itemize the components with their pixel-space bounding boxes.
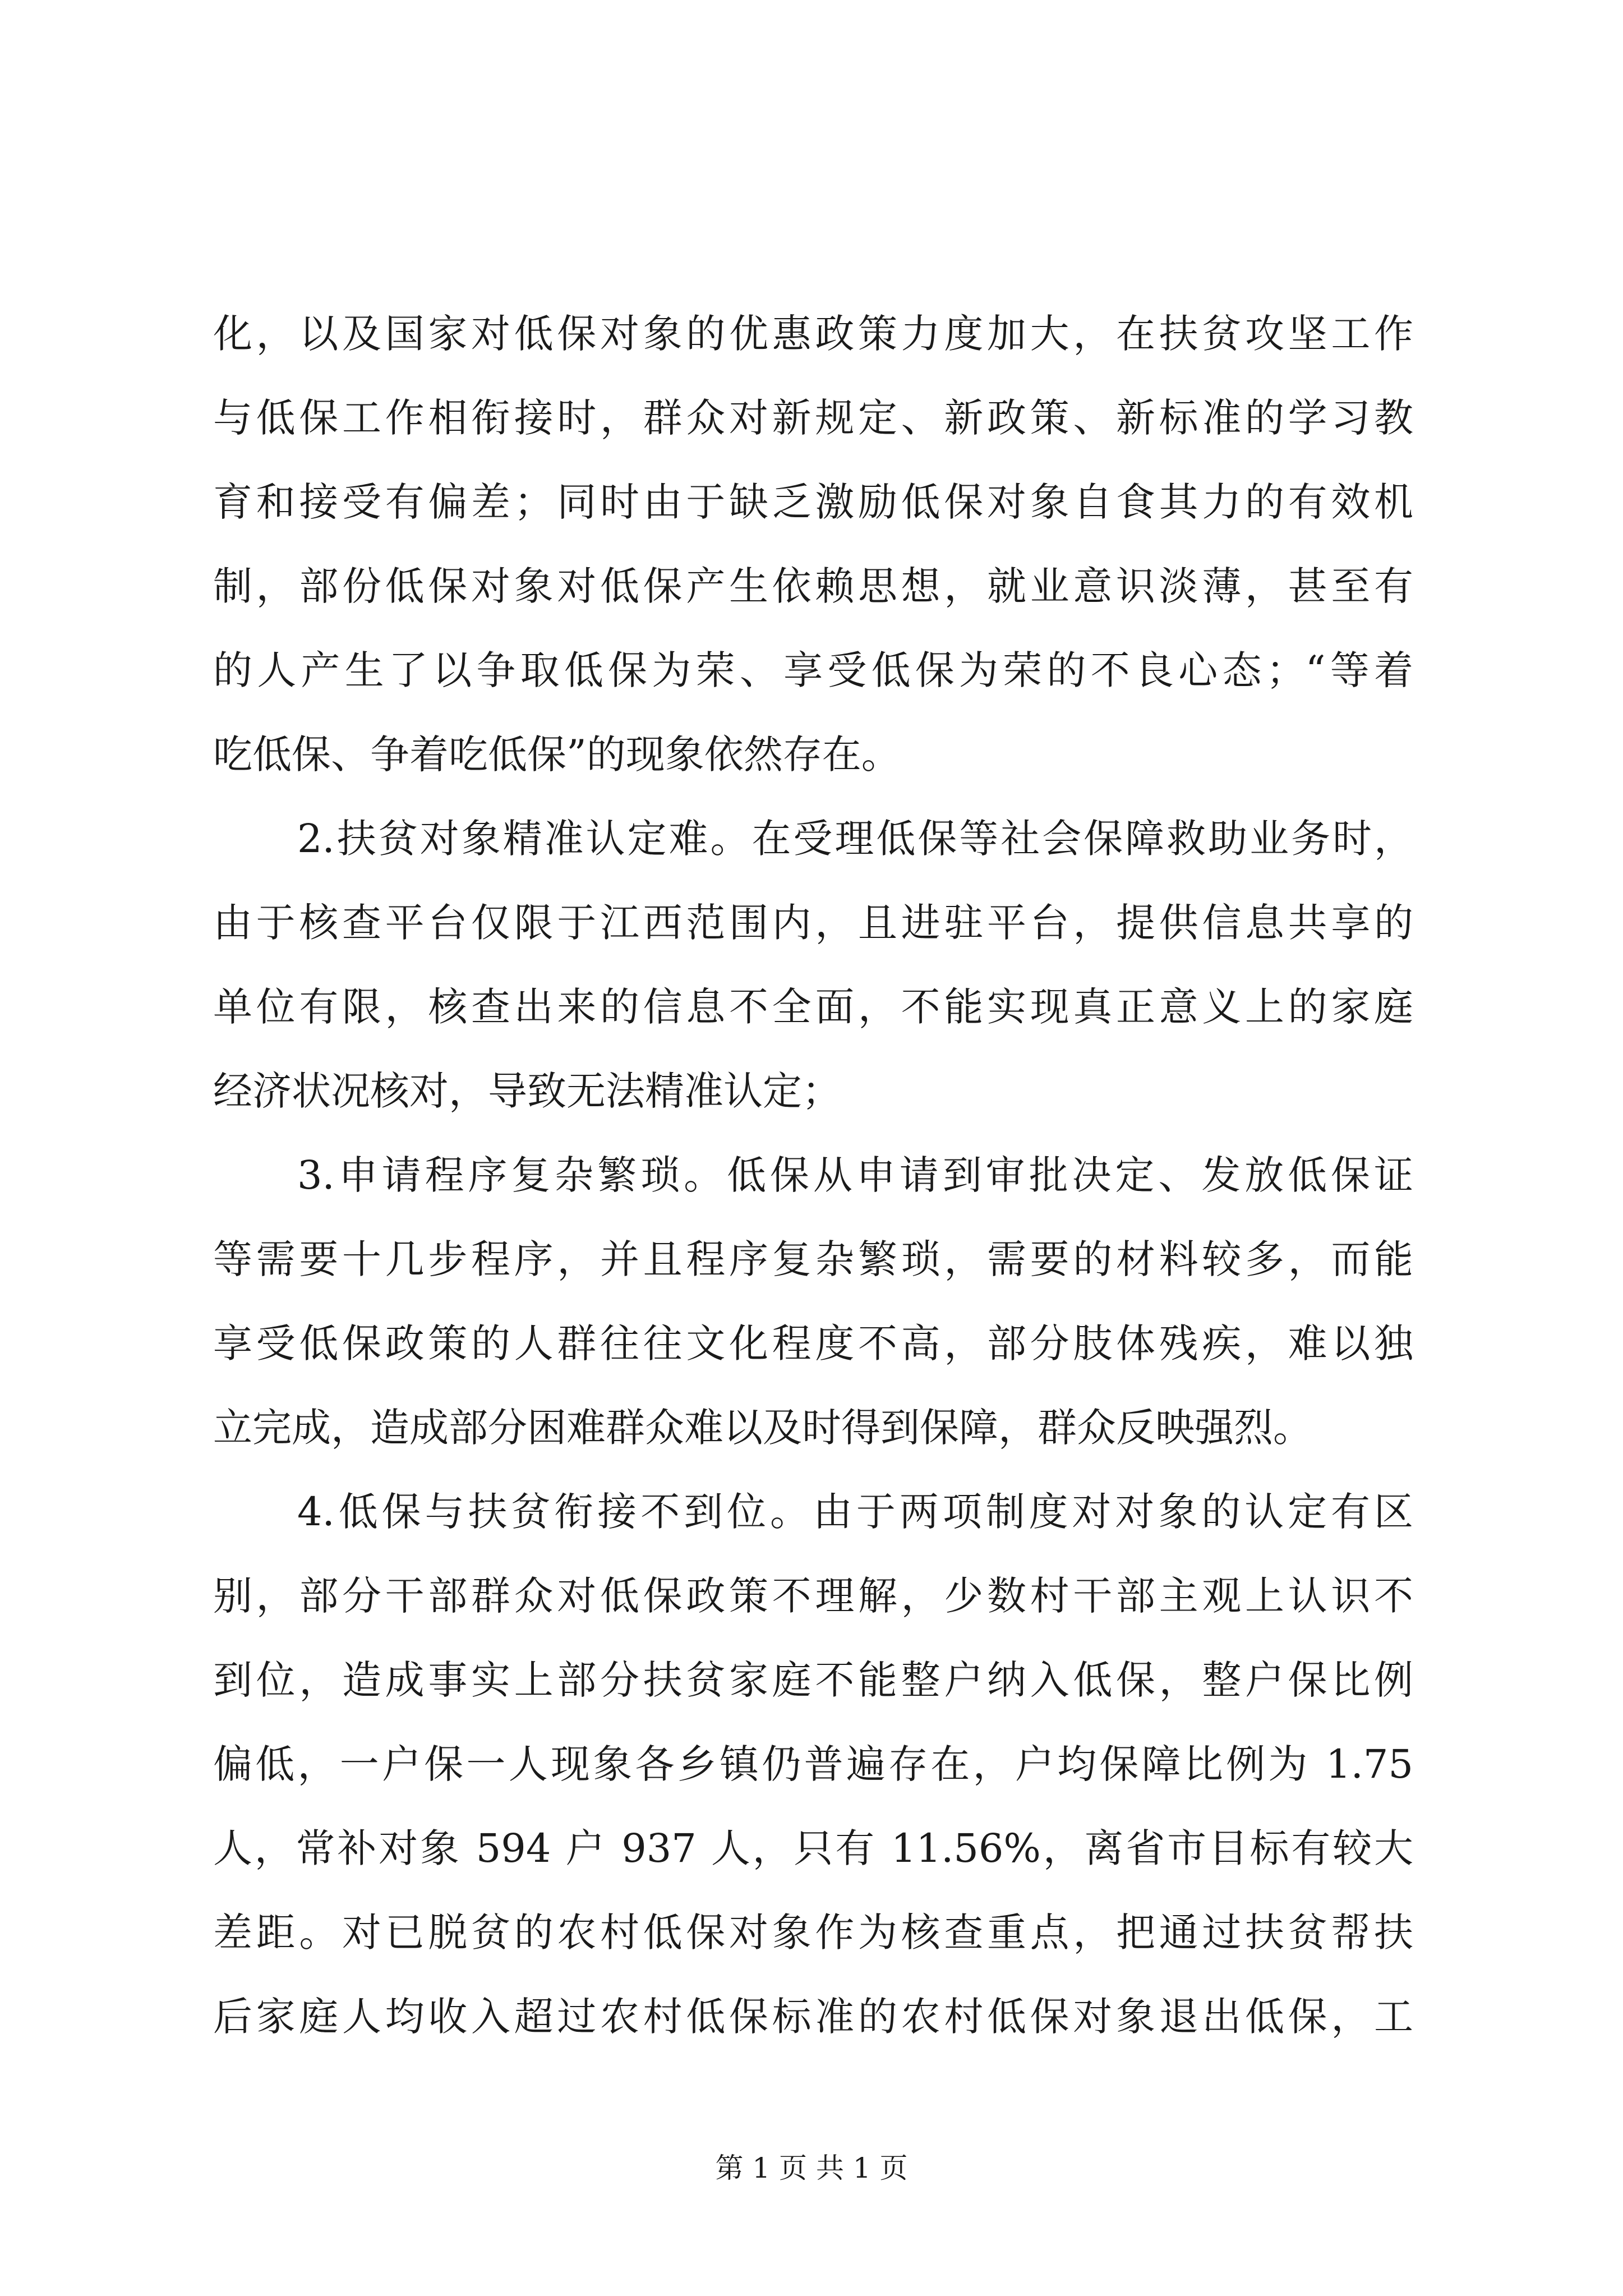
paragraph-4-line-1: 4.低保与扶贫衔接不到位。由于两项制度对对象的认定有区: [297, 1489, 1413, 1535]
paragraph-4-line-4: 偏低，一户保一人现象各乡镇仍普遍存在，户均保障比例为 1.75: [213, 1741, 1413, 1787]
paragraph-1-line-1: 化，以及国家对低保对象的优惠政策力度加大，在扶贫攻坚工作: [213, 311, 1413, 357]
paragraph-1-line-3: 育和接受有偏差；同时由于缺乏激励低保对象自食其力的有效机: [213, 479, 1413, 525]
page-footer: [0, 2151, 1623, 2185]
paragraph-1-line-6: 吃低保、争着吃低保”的现象依然存在。: [213, 731, 901, 777]
paragraph-1-line-2: 与低保工作相衔接时，群众对新规定、新政策、新标准的学习教: [213, 395, 1413, 441]
paragraph-1-line-4: 制，部份低保对象对低保产生依赖思想，就业意识淡薄，甚至有: [213, 563, 1413, 609]
paragraph-2-line-4: 经济状况核对，导致无法精准认定；: [213, 1068, 841, 1114]
paragraph-2-line-2: 由于核查平台仅限于江西范围内，且进驻平台，提供信息共享的: [213, 900, 1413, 946]
paragraph-3-line-2: 等需要十几步程序，并且程序复杂繁琐，需要的材料较多，而能: [213, 1236, 1413, 1282]
paragraph-2-line-3: 单位有限，核查出来的信息不全面，不能实现真正意义上的家庭: [213, 984, 1413, 1030]
paragraph-1-line-5: 的人产生了以争取低保为荣、享受低保为荣的不良心态；“等着: [213, 647, 1413, 693]
paragraph-4-line-2: 别，部分干部群众对低保政策不理解，少数村干部主观上认识不: [213, 1573, 1413, 1619]
page-number-label: 第 1 页 共 1 页: [715, 2152, 908, 2184]
paragraph-3-line-4: 立完成，造成部分困难群众难以及时得到保障，群众反映强烈。: [213, 1405, 1312, 1451]
paragraph-4-line-5: 人，常补对象 594 户 937 人，只有 11.56%，离省市目标有较大: [213, 1825, 1413, 1871]
paragraph-2-line-1: 2.扶贫对象精准认定难。在受理低保等社会保障救助业务时，: [297, 816, 1413, 862]
document-body: [213, 292, 1413, 2059]
paragraph-3-line-1: 3.申请程序复杂繁琐。低保从申请到审批决定、发放低保证: [297, 1152, 1413, 1198]
paragraph-4-line-3: 到位，造成事实上部分扶贫家庭不能整户纳入低保，整户保比例: [213, 1657, 1413, 1703]
paragraph-3-line-3: 享受低保政策的人群往往文化程度不高，部分肢体残疾，难以独: [213, 1320, 1413, 1366]
paragraph-4-line-6: 差距。对已脱贫的农村低保对象作为核查重点，把通过扶贫帮扶: [213, 1910, 1413, 1955]
paragraph-4-line-7: 后家庭人均收入超过农村低保标准的农村低保对象退出低保，工: [213, 1994, 1413, 2040]
